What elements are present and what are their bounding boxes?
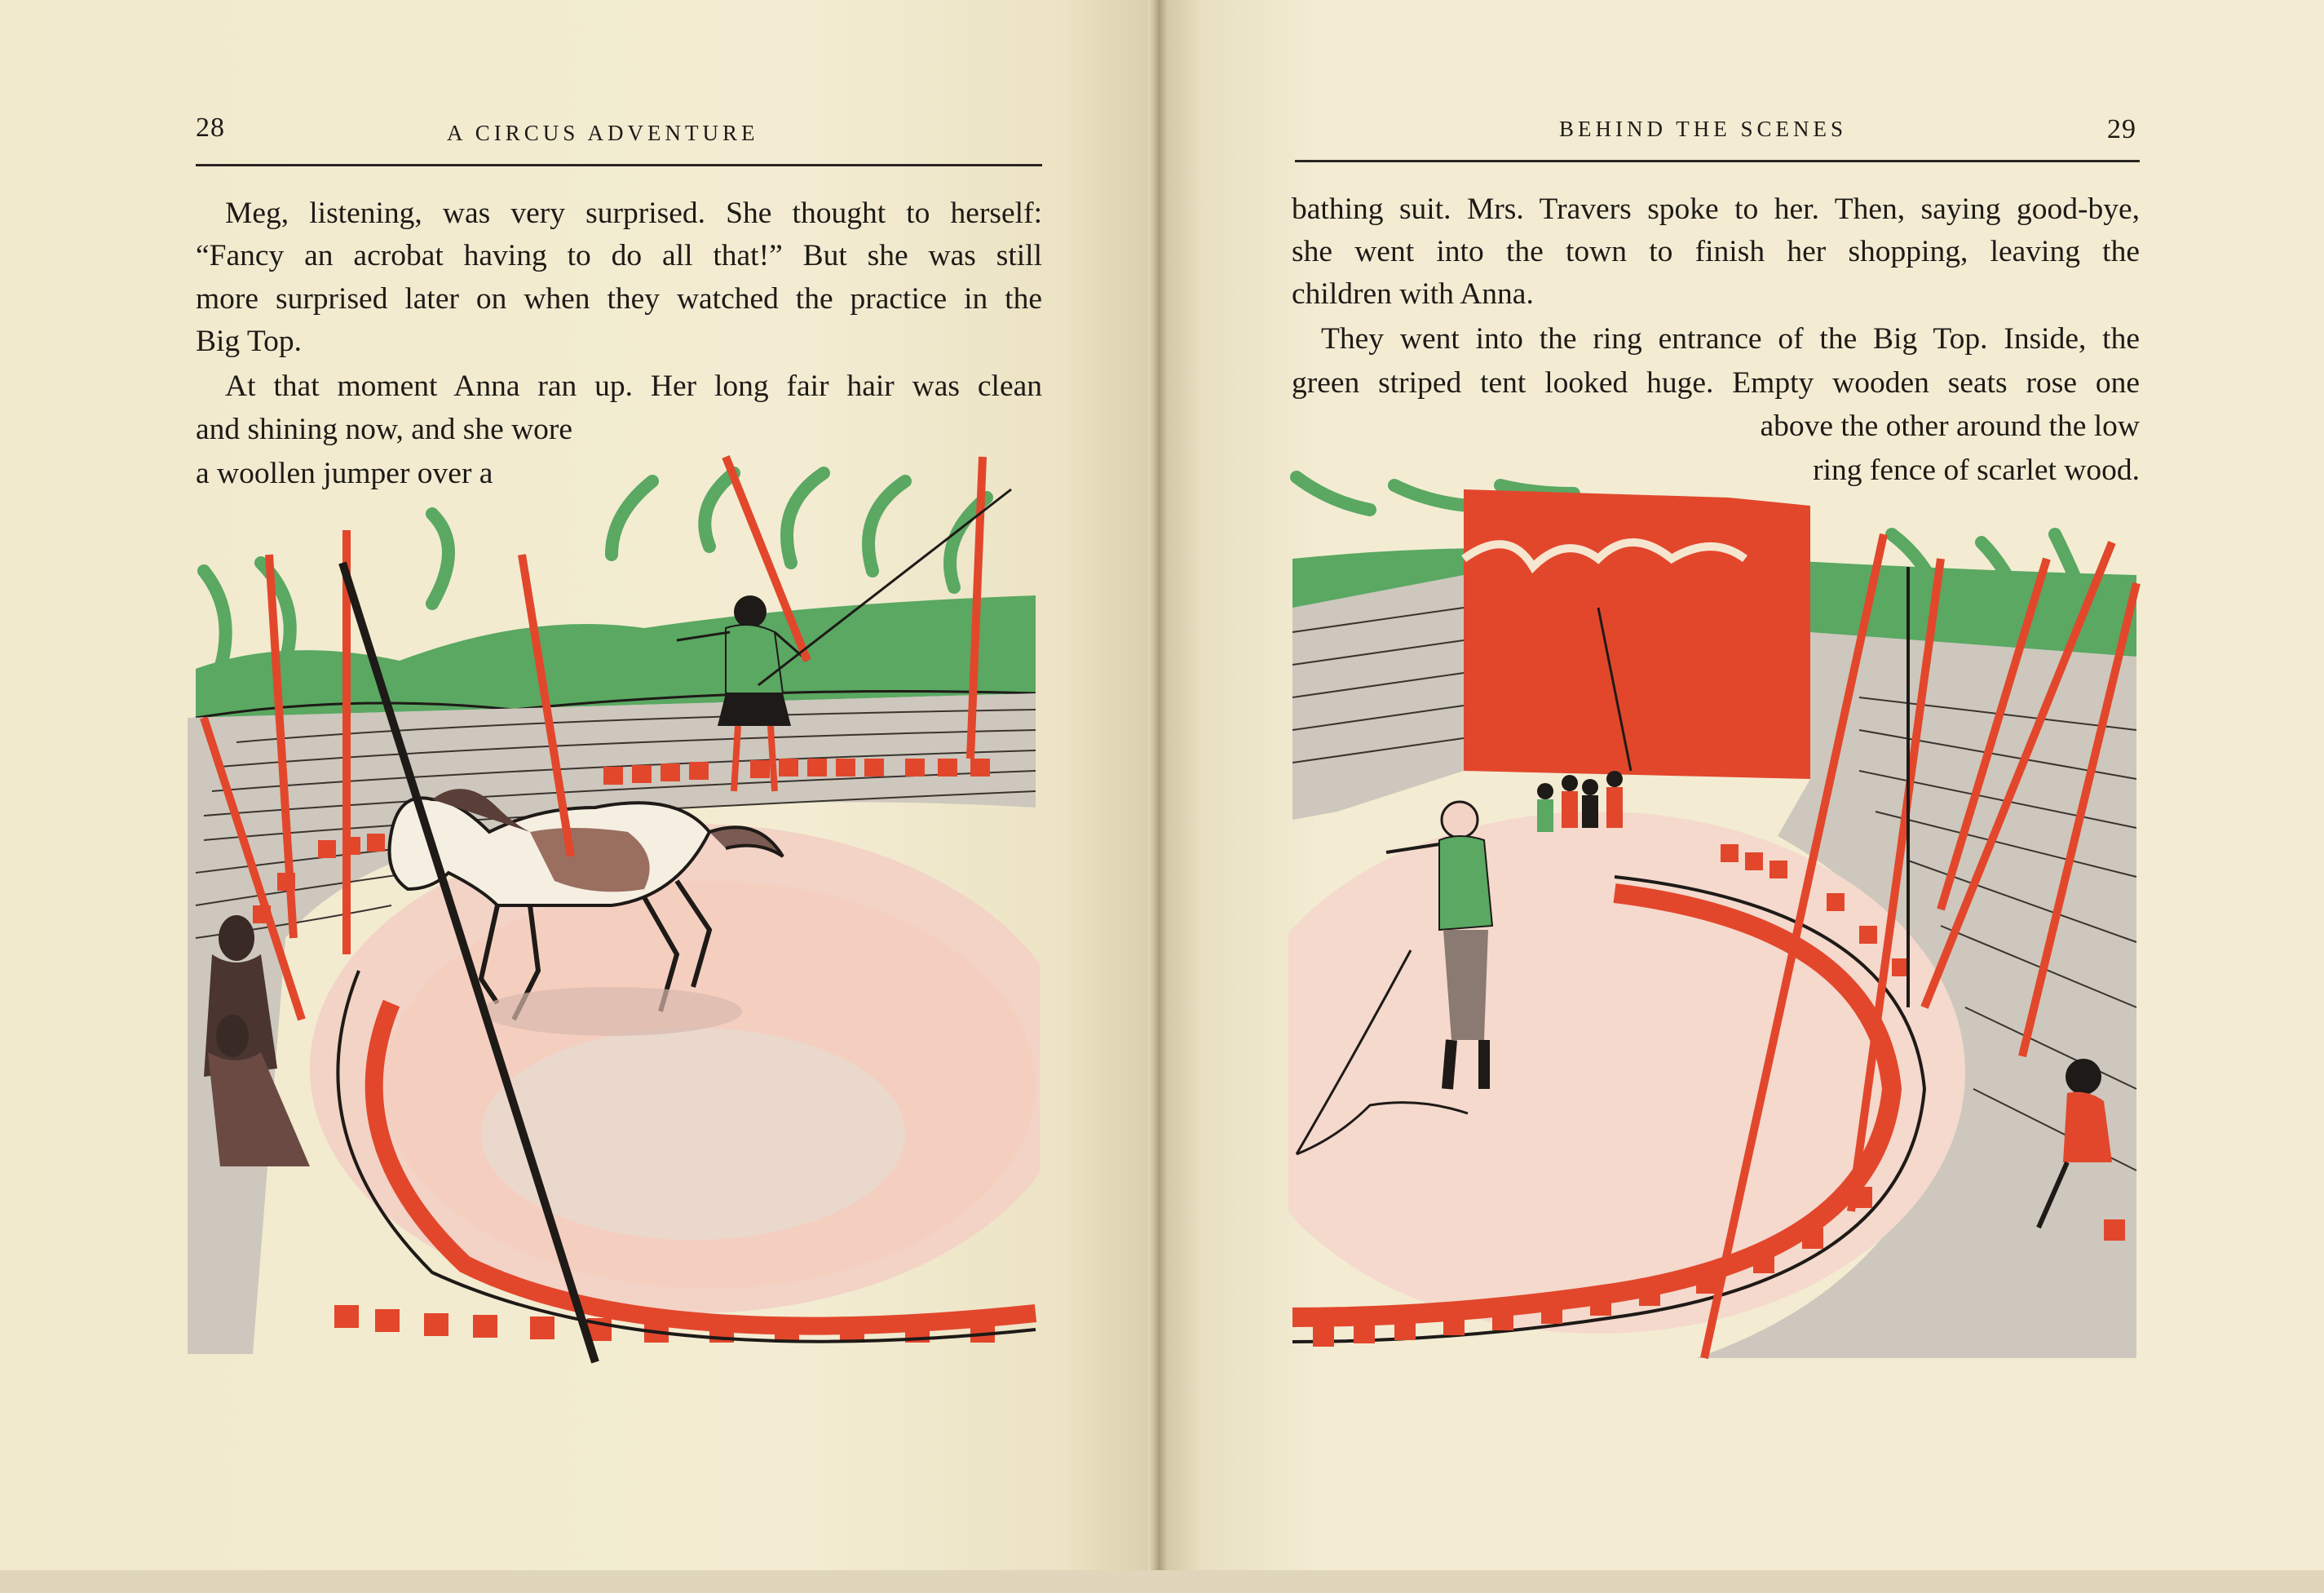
right-text-line-1: bathing suit. Mrs. Travers spoke to her. Then, saying good-bye, bbox=[1292, 192, 2140, 226]
left-text-line-1: Meg, listening, was very surprised. She thought to herself: bbox=[225, 197, 1042, 230]
right-text-line-7: ring fence of scarlet wood. bbox=[1813, 454, 2140, 487]
book-gutter bbox=[1148, 0, 1168, 1593]
illustration-ringmaster bbox=[1288, 469, 2141, 1362]
left-text-line-7: a woollen jumper over a bbox=[196, 457, 493, 490]
right-text-line-5: green striped tent looked huge. Empty wooden seats rose one bbox=[1292, 366, 2140, 400]
left-header-rule bbox=[196, 164, 1042, 166]
page-bottom-edge bbox=[0, 1570, 2324, 1593]
right-text-line-4: They went into the ring entrance of the Big Top. Inside, the bbox=[1321, 322, 2140, 356]
right-text-line-3: children with Anna. bbox=[1292, 277, 1534, 311]
left-text-line-6: and shining now, and she wore bbox=[196, 413, 573, 446]
left-running-head: A CIRCUS ADVENTURE bbox=[447, 121, 759, 145]
entrance-curtain bbox=[1464, 489, 1810, 779]
left-text-line-4: Big Top. bbox=[196, 325, 303, 358]
right-text-line-6: above the other around the low bbox=[1760, 409, 2140, 443]
right-header-rule bbox=[1295, 160, 2140, 162]
left-text-line-5: At that moment Anna ran up. Her long fair hair was clean bbox=[225, 369, 1042, 403]
left-text-line-3: more surprised later on when they watched the practice in the bbox=[196, 282, 1042, 316]
left-page-number: 28 bbox=[196, 113, 225, 143]
right-text-line-2: she went into the town to finish her shopping, leaving the bbox=[1292, 235, 2140, 268]
left-text-line-2: “Fancy an acrobat having to do all that!” But she was still bbox=[196, 239, 1042, 272]
right-page-number: 29 bbox=[2107, 114, 2136, 144]
right-running-head: BEHIND THE SCENES bbox=[1559, 117, 1848, 141]
illustration-horse-rider bbox=[188, 449, 1040, 1370]
